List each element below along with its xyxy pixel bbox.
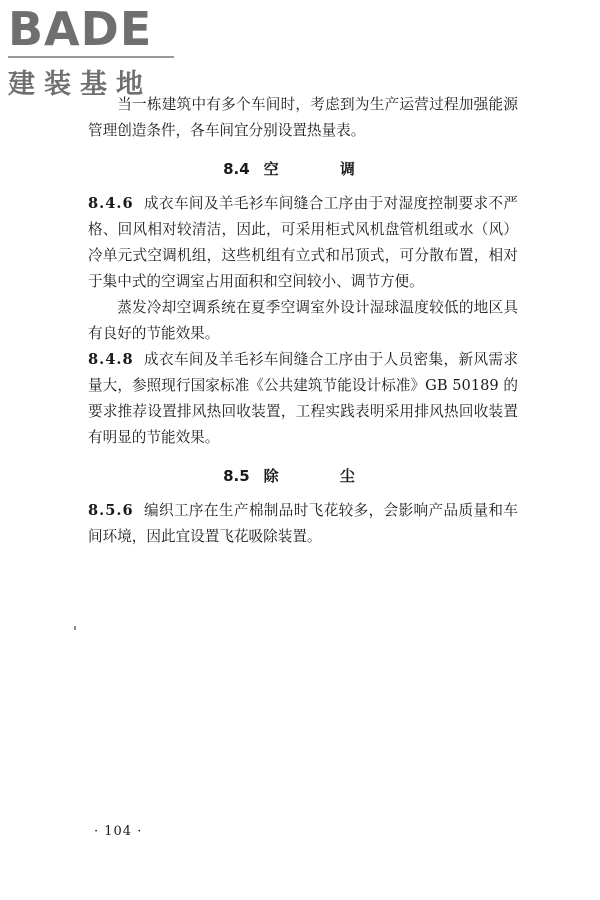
clause-text: 成衣车间及羊毛衫车间缝合工序由于人员密集，新风需求量大，参照现行国家标准《公共建筑节能设计标准》GB 50189 的要求推荐设置排风热回收装置，工程实践表明采用排风热回收装置有明显的节能效果。	[88, 351, 518, 446]
clause-number: 8.4.6	[88, 195, 134, 212]
page-number: · 104 ·	[94, 824, 143, 839]
clause-8-5-6	[88, 498, 518, 550]
clause-number: 8.4.8	[88, 351, 134, 368]
bade-logo	[8, 2, 178, 100]
clause-text: 成衣车间及羊毛衫车间缝合工序由于对湿度控制要求不严格、回风相对较清洁，因此，可采用柜式风机盘管机组或水（风）冷单元式空调机组，这些机组有立式和吊顶式，可分散布置，相对于集中式的空调室占用面积和空间较小、调节方便。	[88, 195, 518, 290]
section-title: 空 调	[263, 160, 383, 178]
document-body	[88, 92, 518, 550]
clause-text: 编织工序在生产棉制品时飞花较多，会影响产品质量和车间环境，因此宜设置飞花吸除装置。	[88, 502, 518, 545]
clause-8-4-8	[88, 347, 518, 451]
intro-paragraph: 当一栋建筑中有多个车间时，考虑到为生产运营过程加强能源管理创造条件，各车间宜分别设置热量表。	[88, 96, 518, 139]
section-title: 除 尘	[263, 467, 383, 485]
clause-8-4-6	[88, 191, 518, 295]
paragraph-evaporative-cooling: 蒸发冷却空调系统在夏季空调室外设计湿球温度较低的地区具有良好的节能效果。	[88, 299, 518, 342]
section-heading-8-4	[88, 158, 518, 179]
section-number: 8.4	[223, 160, 250, 178]
logo-divider	[8, 56, 174, 58]
logo-wordmark: BADE	[8, 2, 153, 56]
section-number: 8.5	[223, 467, 250, 485]
section-heading-8-5	[88, 465, 518, 486]
clause-number: 8.5.6	[88, 502, 134, 519]
scan-speck	[74, 626, 76, 630]
logo-subtitle: 建装基地	[8, 69, 152, 100]
